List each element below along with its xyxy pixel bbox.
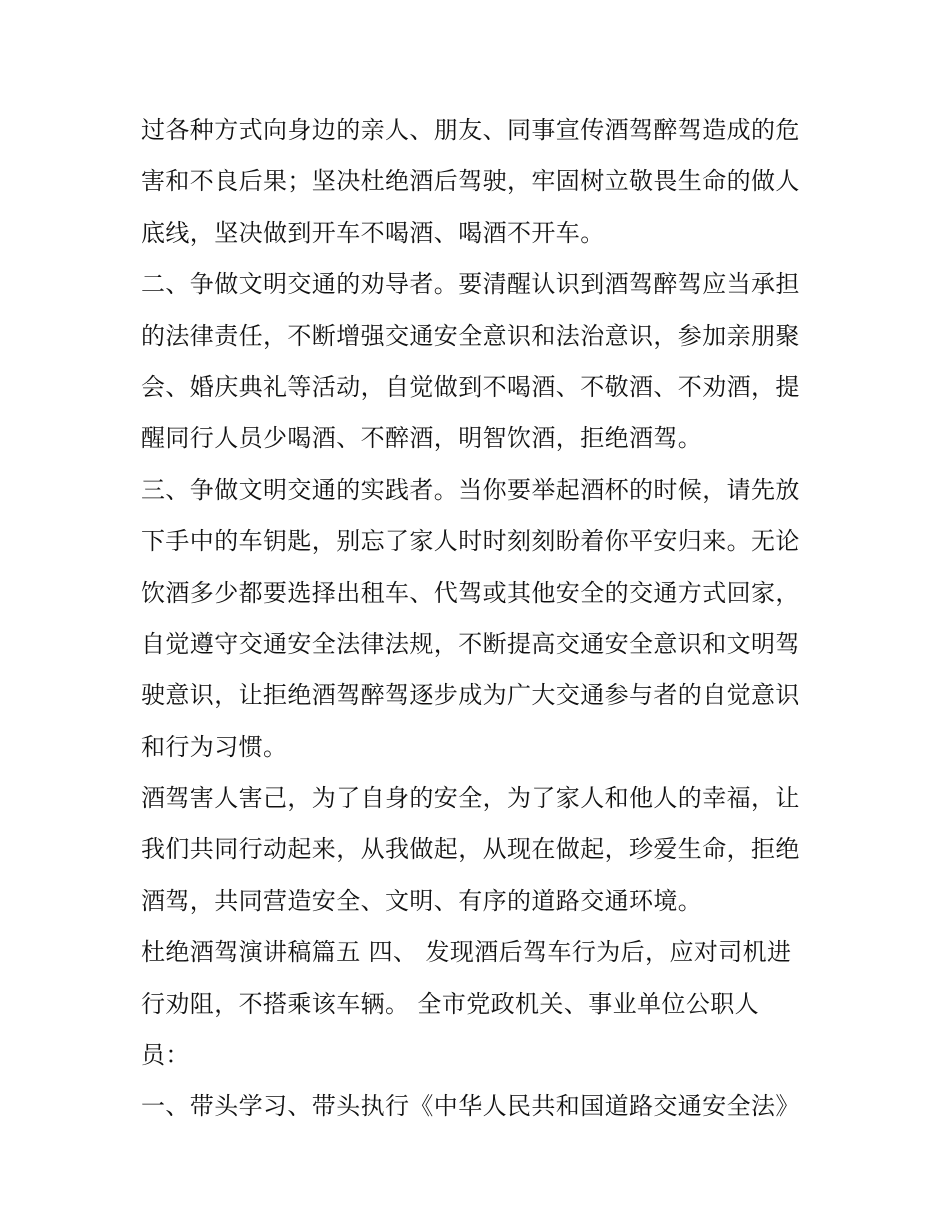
- text-line-7: 醒同行人员少喝酒、不醉酒，明智饮酒，拒绝酒驾。: [141, 424, 703, 453]
- text-line-20: 一、带头学习、带头执行《中华人民共和国道路交通安全法》: [141, 1092, 800, 1121]
- text-line-16: 酒驾，共同营造安全、文明、有序的道路交通环境。: [141, 886, 703, 915]
- text-line-1: 过各种方式向身边的亲人、朋友、同事宣传酒驾醉驾造成的危: [141, 116, 800, 144]
- document-body: [141, 105, 821, 1133]
- text-line-4: 二、争做文明交通的劝导者。要清醒认识到酒驾醉驾应当承担: [141, 270, 800, 299]
- text-line-11: 自觉遵守交通安全法律法规，不断提高交通安全意识和文明驾: [141, 629, 800, 658]
- text-line-12: 驶意识，让拒绝酒驾醉驾逐步成为广大交通参与者的自觉意识: [141, 681, 800, 710]
- text-line-13: 和行为习惯。: [141, 732, 288, 761]
- text-line-17: 杜绝酒驾演讲稿篇五 四、 发现酒后驾车行为后，应对司机进: [141, 938, 792, 967]
- text-line-8: 三、争做文明交通的实践者。当你要举起酒杯的时候，请先放: [141, 475, 800, 504]
- text-line-5: 的法律责任，不断增强交通安全意识和法治意识，参加亲朋聚: [141, 321, 800, 350]
- text-line-18: 行劝阻，不搭乘该车辆。 全市党政机关、事业单位公职人: [141, 989, 760, 1018]
- text-line-15: 我们共同行动起来，从我做起，从现在做起，珍爱生命，拒绝: [141, 835, 800, 864]
- text-line-2: 害和不良后果；坚决杜绝酒后驾驶，牢固树立敬畏生命的做人: [141, 167, 800, 196]
- text-line-14: 酒驾害人害己，为了自身的安全，为了家人和他人的幸福，让: [141, 784, 800, 813]
- text-line-3: 底线，坚决做到开车不喝酒、喝酒不开车。: [141, 218, 605, 247]
- text-line-19: 员：: [141, 1041, 190, 1070]
- text-line-9: 下手中的车钥匙，别忘了家人时时刻刻盼着你平安归来。无论: [141, 527, 800, 556]
- text-line-6: 会、婚庆典礼等活动，自觉做到不喝酒、不敬酒、不劝酒，提: [141, 372, 800, 401]
- text-line-10: 饮酒多少都要选择出租车、代驾或其他安全的交通方式回家，: [141, 578, 800, 607]
